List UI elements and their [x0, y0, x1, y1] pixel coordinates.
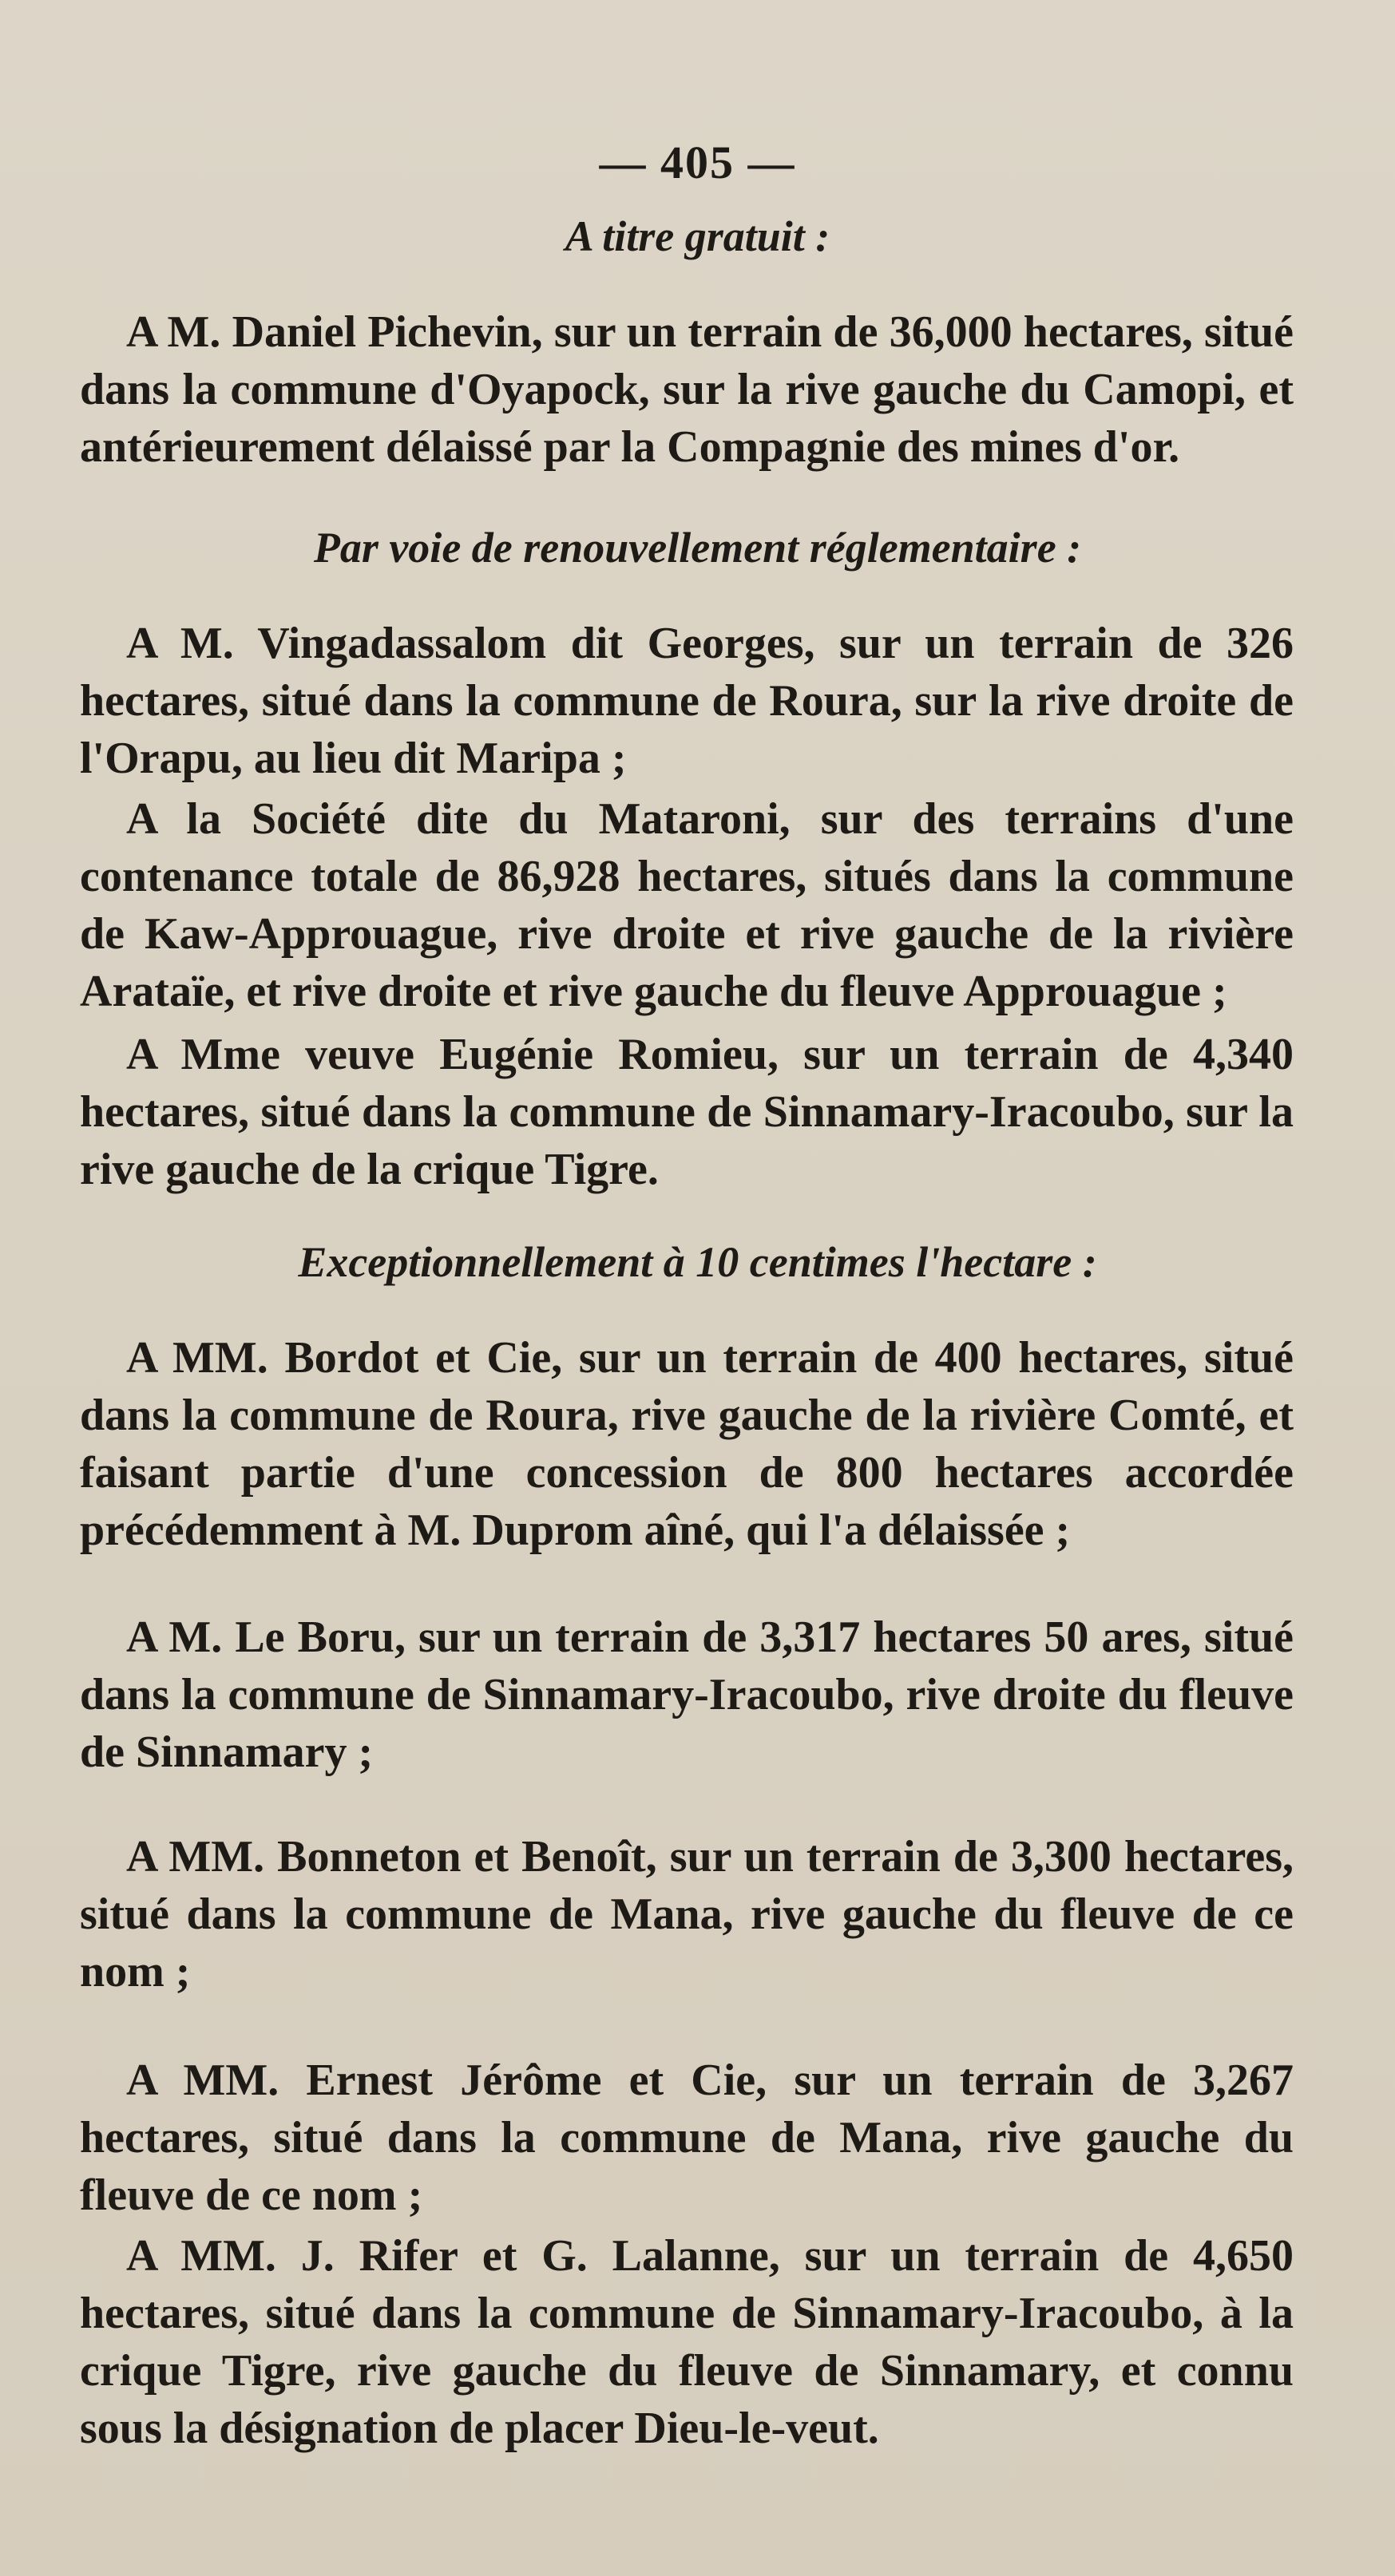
paragraph-text: A MM. J. Rifer et G. Lalanne, sur un terrain de 4,650 hectares, situé dans la commune de Sinnamary-Iracoubo, à la crique Tigre, rive gauche du fleuve de Sinnamary, et connu sous la désignation de placer Dieu-le-veut. [80, 2231, 1294, 2453]
paragraph-text: A M. Daniel Pichevin, sur un terrain de 36,000 hectares, situé dans la commune d'Oyapock, sur la rive gauche du Camopi, et antérieurement délaissé par la Compagnie des mines d'or. [80, 307, 1294, 472]
section-heading-renouvellement: Par voie de renouvellement réglementaire : [313, 524, 1082, 572]
paragraph-text: A Mme veuve Eugénie Romieu, sur un terrain de 4,340 hectares, situé dans la commune de Sinnamary-Iracoubo, sur la rive gauche de la crique Tigre. [80, 1030, 1294, 1194]
paragraph-text: A MM. Bordot et Cie, sur un terrain de 400 hectares, situé dans la commune de Roura, rive gauche de la rivière Comté, et faisant partie d'une concession de 800 hectares accordée précédemment à M. Duprom aîné, qui l'a délaissée ; [80, 1333, 1294, 1555]
paragraph-jerome [80, 2052, 1294, 2224]
paragraph-text: A la Société dite du Mataroni, sur des terrains d'une contenance totale de 86,928 hectares, situés dans la commune de Kaw-Approuague, rive droite et rive gauche de la rivière Arataïe, et rive droite et rive gauche du fleuve Approuague ; [80, 794, 1294, 1016]
paragraph-romieu [80, 1026, 1294, 1198]
section-heading-exceptionnellement: Exceptionnellement à 10 centimes l'hectare : [298, 1238, 1097, 1286]
paragraph-text: A M. Vingadassalom dit Georges, sur un terrain de 326 hectares, situé dans la commune de Roura, sur la rive droite de l'Orapu, au lieu dit Maripa ; [80, 619, 1294, 783]
paragraph-pichevin [80, 303, 1294, 476]
paragraph-rifer-lalanne [80, 2227, 1294, 2457]
paragraph-bordot [80, 1329, 1294, 1559]
paragraph-text: A M. Le Boru, sur un terrain de 3,317 hectares 50 ares, situé dans la commune de Sinnamary-Iracoubo, rive droite du fleuve de Sinnamary ; [80, 1612, 1294, 1777]
paragraph-text: A MM. Bonneton et Benoît, sur un terrain de 3,300 hectares, situé dans la commune de Mana, rive gauche du fleuve de ce nom ; [80, 1832, 1294, 1996]
paragraph-text: A MM. Ernest Jérôme et Cie, sur un terrain de 3,267 hectares, situé dans la commune de Mana, rive gauche du fleuve de ce nom ; [80, 2056, 1294, 2220]
paragraph-vingadassalom [80, 615, 1294, 787]
paragraph-bonneton [80, 1828, 1294, 2000]
page-number: — 405 — [599, 137, 796, 188]
paragraph-le-boru [80, 1609, 1294, 1781]
section-heading-gratuit: A titre gratuit : [565, 212, 830, 260]
paragraph-mataroni [80, 790, 1294, 1020]
